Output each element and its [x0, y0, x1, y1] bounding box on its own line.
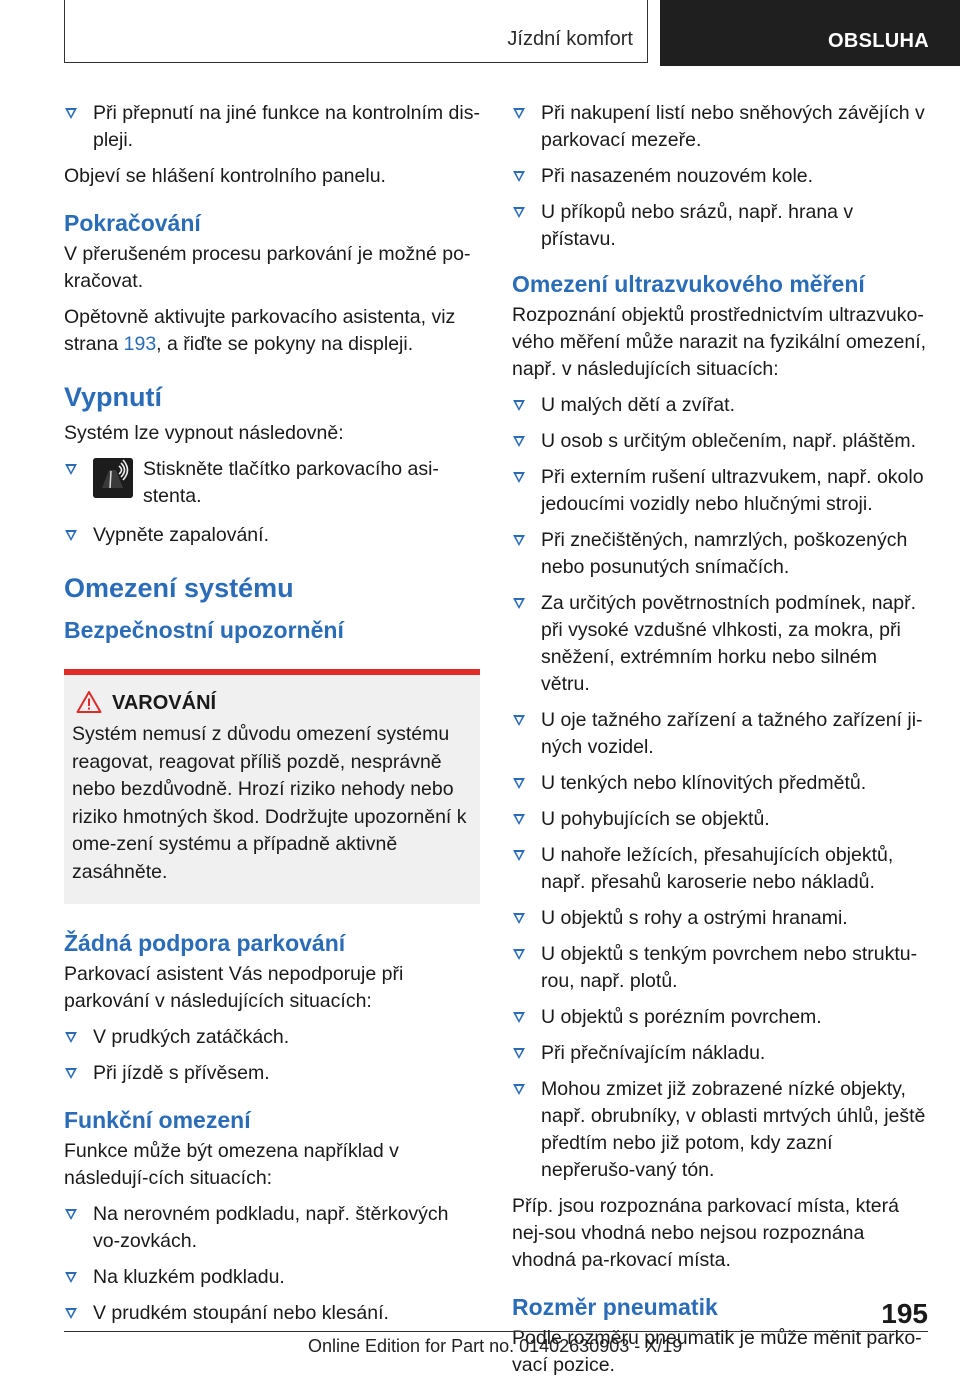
list-item: U objektů s rohy a ostrými hranami.	[512, 905, 928, 932]
triangle-bullet-icon	[513, 1012, 525, 1023]
park-assist-button-icon	[93, 458, 133, 498]
triangle-bullet-icon	[513, 598, 525, 609]
list-item: Při znečištěných, namrzlých, poškozených nebo posunutých snímačích.	[512, 527, 928, 581]
triangle-bullet-icon	[513, 1084, 525, 1095]
warning-box	[64, 669, 480, 904]
list-item: U pohybujících se objektů.	[512, 806, 928, 833]
list-item: U osob s určitým oblečením, např. pláštěm.	[512, 428, 928, 455]
chapter-title: OBSLUHA	[828, 30, 929, 52]
heading-ultrasound-limits: Omezení ultrazvukového měření	[512, 271, 865, 297]
paragraph: Objeví se hlášení kontrolního panelu.	[64, 165, 386, 187]
list-item: U oje tažného zařízení a tažného zařízení ji-ných vozidel.	[512, 707, 928, 761]
paragraph: Parkovací asistent Vás nepodporuje při parkování v následujících situacích:	[64, 963, 404, 1012]
list-item: Na kluzkém podkladu.	[64, 1264, 480, 1291]
section-tab	[64, 0, 648, 63]
triangle-bullet-icon	[513, 1048, 525, 1059]
chapter-tab	[660, 0, 960, 66]
heading-tire-size: Rozměr pneumatik	[512, 1294, 718, 1320]
triangle-bullet-icon	[65, 1068, 77, 1079]
page-number: 195	[881, 1298, 928, 1329]
triangle-bullet-icon	[513, 400, 525, 411]
heading-continuation: Pokračování	[64, 210, 201, 236]
list-item: Při přepnutí na jiné funkce na kontrolním dis-pleji.	[64, 100, 480, 154]
triangle-bullet-icon	[65, 1209, 77, 1220]
footer-rule	[64, 1331, 928, 1332]
list-item: U malých dětí a zvířat.	[512, 392, 928, 419]
list-item: U příkopů nebo srázů, např. hrana v přístavu.	[512, 199, 928, 253]
list-item: Mohou zmizet již zobrazené nízké objekty, např. obrubníky, v oblasti mrtvých úhlů, ještě předtím nebo již potom, kdy zazní nepřerušo-vaný tón.	[512, 1076, 928, 1184]
triangle-bullet-icon	[513, 778, 525, 789]
warning-text: Systém nemusí z důvodu omezení systému reagovat, reagovat příliš pozdě, nesprávně nebo bezdůvodně. Hrozí riziko nehody nebo riziko hmotných škod. Dodržujte upozornění k ome-zení systému a případně aktivně zasáhněte.	[72, 723, 467, 883]
warning-triangle-icon	[76, 690, 102, 722]
page-header	[0, 0, 960, 66]
ultrasound-limits-list	[512, 392, 928, 1184]
triangle-bullet-icon	[65, 464, 77, 475]
triangle-bullet-icon	[513, 472, 525, 483]
list-item: Při nasazeném nouzovém kole.	[512, 163, 928, 190]
paragraph-with-link: Opětovně aktivujte parkovacího asistenta, viz strana 193, a řiďte se pokyny na displeji.	[64, 306, 456, 355]
list-item: Stiskněte tlačítko parkovacího asi-stenta.	[64, 456, 480, 510]
edition-note: Online Edition for Part no. 01402630903 - X/19	[308, 1336, 683, 1356]
triangle-bullet-icon	[65, 108, 77, 119]
paragraph: Systém lze vypnout následovně:	[64, 422, 344, 444]
triangle-bullet-icon	[513, 715, 525, 726]
list-item: U objektů s tenkým povrchem nebo struktu-rou, např. plotů.	[512, 941, 928, 995]
triangle-bullet-icon	[65, 1272, 77, 1283]
heading-functional-limits: Funkční omezení	[64, 1107, 251, 1133]
list-item: Na nerovném podkladu, např. štěrkových vo-zovkách.	[64, 1201, 480, 1255]
triangle-bullet-icon	[513, 535, 525, 546]
heading-no-support: Žádná podpora parkování	[64, 930, 346, 956]
warning-title: VAROVÁNÍ	[72, 689, 472, 717]
triangle-bullet-icon	[513, 850, 525, 861]
list-item: Při jízdě s přívěsem.	[64, 1060, 480, 1087]
left-column	[64, 100, 480, 1336]
section-title: Jízdní komfort	[507, 28, 633, 50]
triangle-bullet-icon	[65, 1032, 77, 1043]
triangle-bullet-icon	[513, 814, 525, 825]
paragraph: Rozpoznání objektů prostřednictvím ultrazvuko-vého měření může narazit na fyzikální omezení, např. v následujících situacích:	[512, 304, 927, 380]
paragraph: Příp. jsou rozpoznána parkovací místa, která nej-sou vhodná nebo nejsou rozpoznána vhodná pa-rkovací místa.	[512, 1195, 899, 1271]
page-link[interactable]: 193	[123, 333, 157, 355]
list-item: U objektů s porézním povrchem.	[512, 1004, 928, 1031]
triangle-bullet-icon	[65, 1308, 77, 1319]
list-item: Za určitých povětrnostních podmínek, např. při vysoké vzdušné vlhkosti, za mokra, při sněžení, extrémním horku nebo silném větru.	[512, 590, 928, 698]
heading-system-limits: Omezení systému	[64, 573, 294, 603]
heading-switch-off: Vypnutí	[64, 382, 162, 412]
triangle-bullet-icon	[513, 207, 525, 218]
triangle-bullet-icon	[513, 436, 525, 447]
triangle-bullet-icon	[65, 530, 77, 541]
list-item: V prudkých zatáčkách.	[64, 1024, 480, 1051]
list-item: Vypněte zapalování.	[64, 522, 480, 549]
heading-safety-notes: Bezpečnostní upozornění	[64, 617, 344, 643]
list-item: Při přečnívajícím nákladu.	[512, 1040, 928, 1067]
right-column	[512, 100, 928, 1388]
triangle-bullet-icon	[513, 171, 525, 182]
paragraph: V přerušeném procesu parkování je možné po-kračovat.	[64, 243, 471, 292]
triangle-bullet-icon	[513, 108, 525, 119]
list-item: Při externím rušení ultrazvukem, např. okolo jedoucími vozidly nebo hlučnými stroji.	[512, 464, 928, 518]
list-item: U tenkých nebo klínovitých předmětů.	[512, 770, 928, 797]
list-item: U nahoře ležících, přesahujících objektů, např. přesahů karoserie nebo nákladů.	[512, 842, 928, 896]
triangle-bullet-icon	[513, 949, 525, 960]
paragraph: Funkce může být omezena například v následují-cích situacích:	[64, 1140, 399, 1189]
triangle-bullet-icon	[513, 913, 525, 924]
list-item: V prudkém stoupání nebo klesání.	[64, 1300, 480, 1327]
list-item: Při nakupení listí nebo sněhových závějích v parkovací mezeře.	[512, 100, 928, 154]
paragraph: Podle rozměru pneumatik je může měnit parko-vací pozice.	[512, 1327, 922, 1376]
